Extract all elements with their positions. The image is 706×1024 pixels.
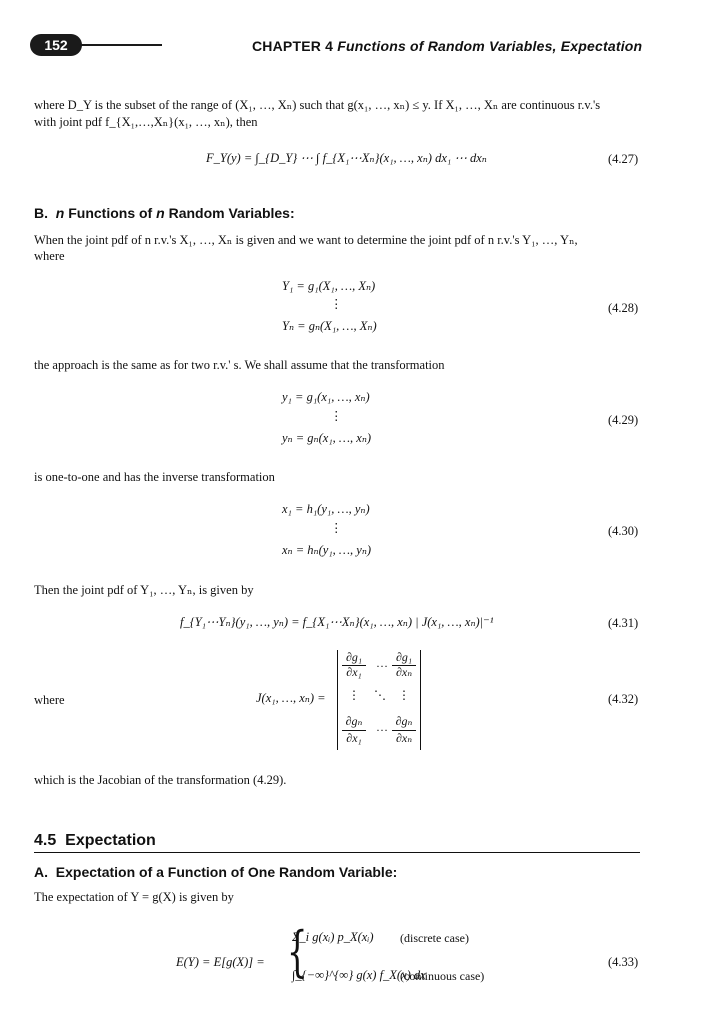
jacobian-tl-numerator: ∂g₁: [345, 650, 363, 664]
text-after-4-32: which is the Jacobian of the transformation (4.29).: [34, 773, 287, 787]
running-header: [252, 38, 642, 54]
equation-4-33-case-2-note: (continuous case): [400, 969, 485, 983]
equation-4-33-lhs: E(Y) = E[g(X)] =: [176, 955, 265, 969]
jacobian-bottom-hdots: …: [376, 720, 388, 734]
equation-4-31: f_{Y₁⋯Yₙ}(y₁, …, yₙ) = f_{X₁⋯Xₙ}(x₁, …, xₙ) | J(x₁, …, xₙ)|⁻¹: [180, 615, 494, 629]
jacobian-ddots: ⋱: [374, 688, 386, 702]
section-b-para-line-1: When the joint pdf of n r.v.'s X₁, …, Xₙ is given and we want to determine the joint pdf of n r.v.'s Y₁, …, Yₙ,: [34, 233, 578, 247]
equation-number-4-32: (4.32): [608, 692, 639, 706]
equation-4-33-case-1-note: (discrete case): [400, 931, 469, 945]
jacobian-bl-denominator: ∂x₁: [346, 731, 362, 745]
equation-4-33-case-2: ∫_{−∞}^{∞} g(x) f_X(x) dx: [292, 968, 426, 982]
equation-4-30-line-3: xₙ = hₙ(y₁, …, yₙ): [282, 543, 372, 557]
jacobian-lhs: J(x₁, …, xₙ) =: [256, 691, 326, 705]
equation-4-30-vdots: ⋮: [330, 521, 343, 535]
intro-line-1: where D_Y is the subset of the range of (X₁, …, Xₙ) such that g(x₁, …, xₙ) ≤ y. If X₁, …, Xₙ are continuous r.v.'s: [34, 98, 601, 112]
intro-line-2: with joint pdf f_{X₁,…,Xₙ}(x₁, …, xₙ), then: [34, 115, 258, 129]
equation-number-4-30: (4.30): [608, 524, 639, 538]
equation-number-4-27: (4.27): [608, 152, 639, 166]
where-label: where: [34, 693, 65, 707]
jacobian-determinant: [337, 650, 421, 750]
chapter-title: Functions of Random Variables, Expectation: [337, 38, 643, 54]
section-b-heading: B. n Functions of n Random Variables:: [34, 205, 295, 221]
equation-4-28-line-1: Y₁ = g₁(X₁, …, Xₙ): [282, 279, 376, 293]
equation-4-28-line-3: Yₙ = gₙ(X₁, …, Xₙ): [282, 319, 377, 333]
text-after-4-30: Then the joint pdf of Y₁, …, Yₙ, is given by: [34, 583, 254, 597]
equation-4-33-case-1: Σ_i g(xᵢ) p_X(xᵢ): [292, 930, 374, 944]
jacobian-top-hdots: …: [376, 656, 388, 670]
text-after-4-28: the approach is the same as for two r.v.' s. We shall assume that the transformation: [34, 358, 445, 372]
section-a-heading: A. Expectation of a Function of One Random Variable:: [34, 864, 398, 880]
section-4-5-heading: 4.5 Expectation: [34, 832, 156, 849]
equation-4-29-vdots: ⋮: [330, 409, 343, 423]
section-a-para: The expectation of Y = g(X) is given by: [34, 890, 234, 904]
text-after-4-29: is one-to-one and has the inverse transformation: [34, 470, 275, 484]
equation-4-27: F_Y(y) = ∫_{D_Y} ⋯ ∫ f_{X₁⋯Xₙ}(x₁, …, xₙ) dx₁ ⋯ dxₙ: [206, 151, 487, 165]
cases-brace: {: [286, 920, 308, 983]
jacobian-bl-numerator: ∂gₙ: [345, 714, 363, 728]
equation-4-28-vdots: ⋮: [330, 297, 343, 311]
equation-4-29-line-1: y₁ = g₁(x₁, …, xₙ): [282, 390, 370, 404]
jacobian-br-numerator: ∂gₙ: [395, 714, 413, 728]
section-4-5-rule: [34, 852, 640, 853]
equation-number-4-31: (4.31): [608, 616, 639, 630]
header-rule: [70, 44, 162, 46]
equation-number-4-33: (4.33): [608, 955, 639, 969]
equation-number-4-29: (4.29): [608, 413, 639, 427]
section-b-para-line-2: where: [34, 249, 65, 263]
equation-number-4-28: (4.28): [608, 301, 639, 315]
page-number-badge: 152: [30, 34, 82, 56]
jacobian-right-vdots: ⋮: [398, 688, 410, 702]
jacobian-tr-numerator: ∂g₁: [395, 650, 413, 664]
jacobian-tl-denominator: ∂x₁: [346, 665, 362, 679]
chapter-label: CHAPTER 4: [252, 38, 334, 54]
jacobian-tr-denominator: ∂xₙ: [395, 665, 413, 679]
equation-4-29-line-3: yₙ = gₙ(x₁, …, xₙ): [282, 431, 372, 445]
jacobian-left-vdots: ⋮: [348, 688, 360, 702]
equation-4-30-line-1: x₁ = h₁(y₁, …, yₙ): [282, 502, 370, 516]
jacobian-br-denominator: ∂xₙ: [395, 731, 413, 745]
